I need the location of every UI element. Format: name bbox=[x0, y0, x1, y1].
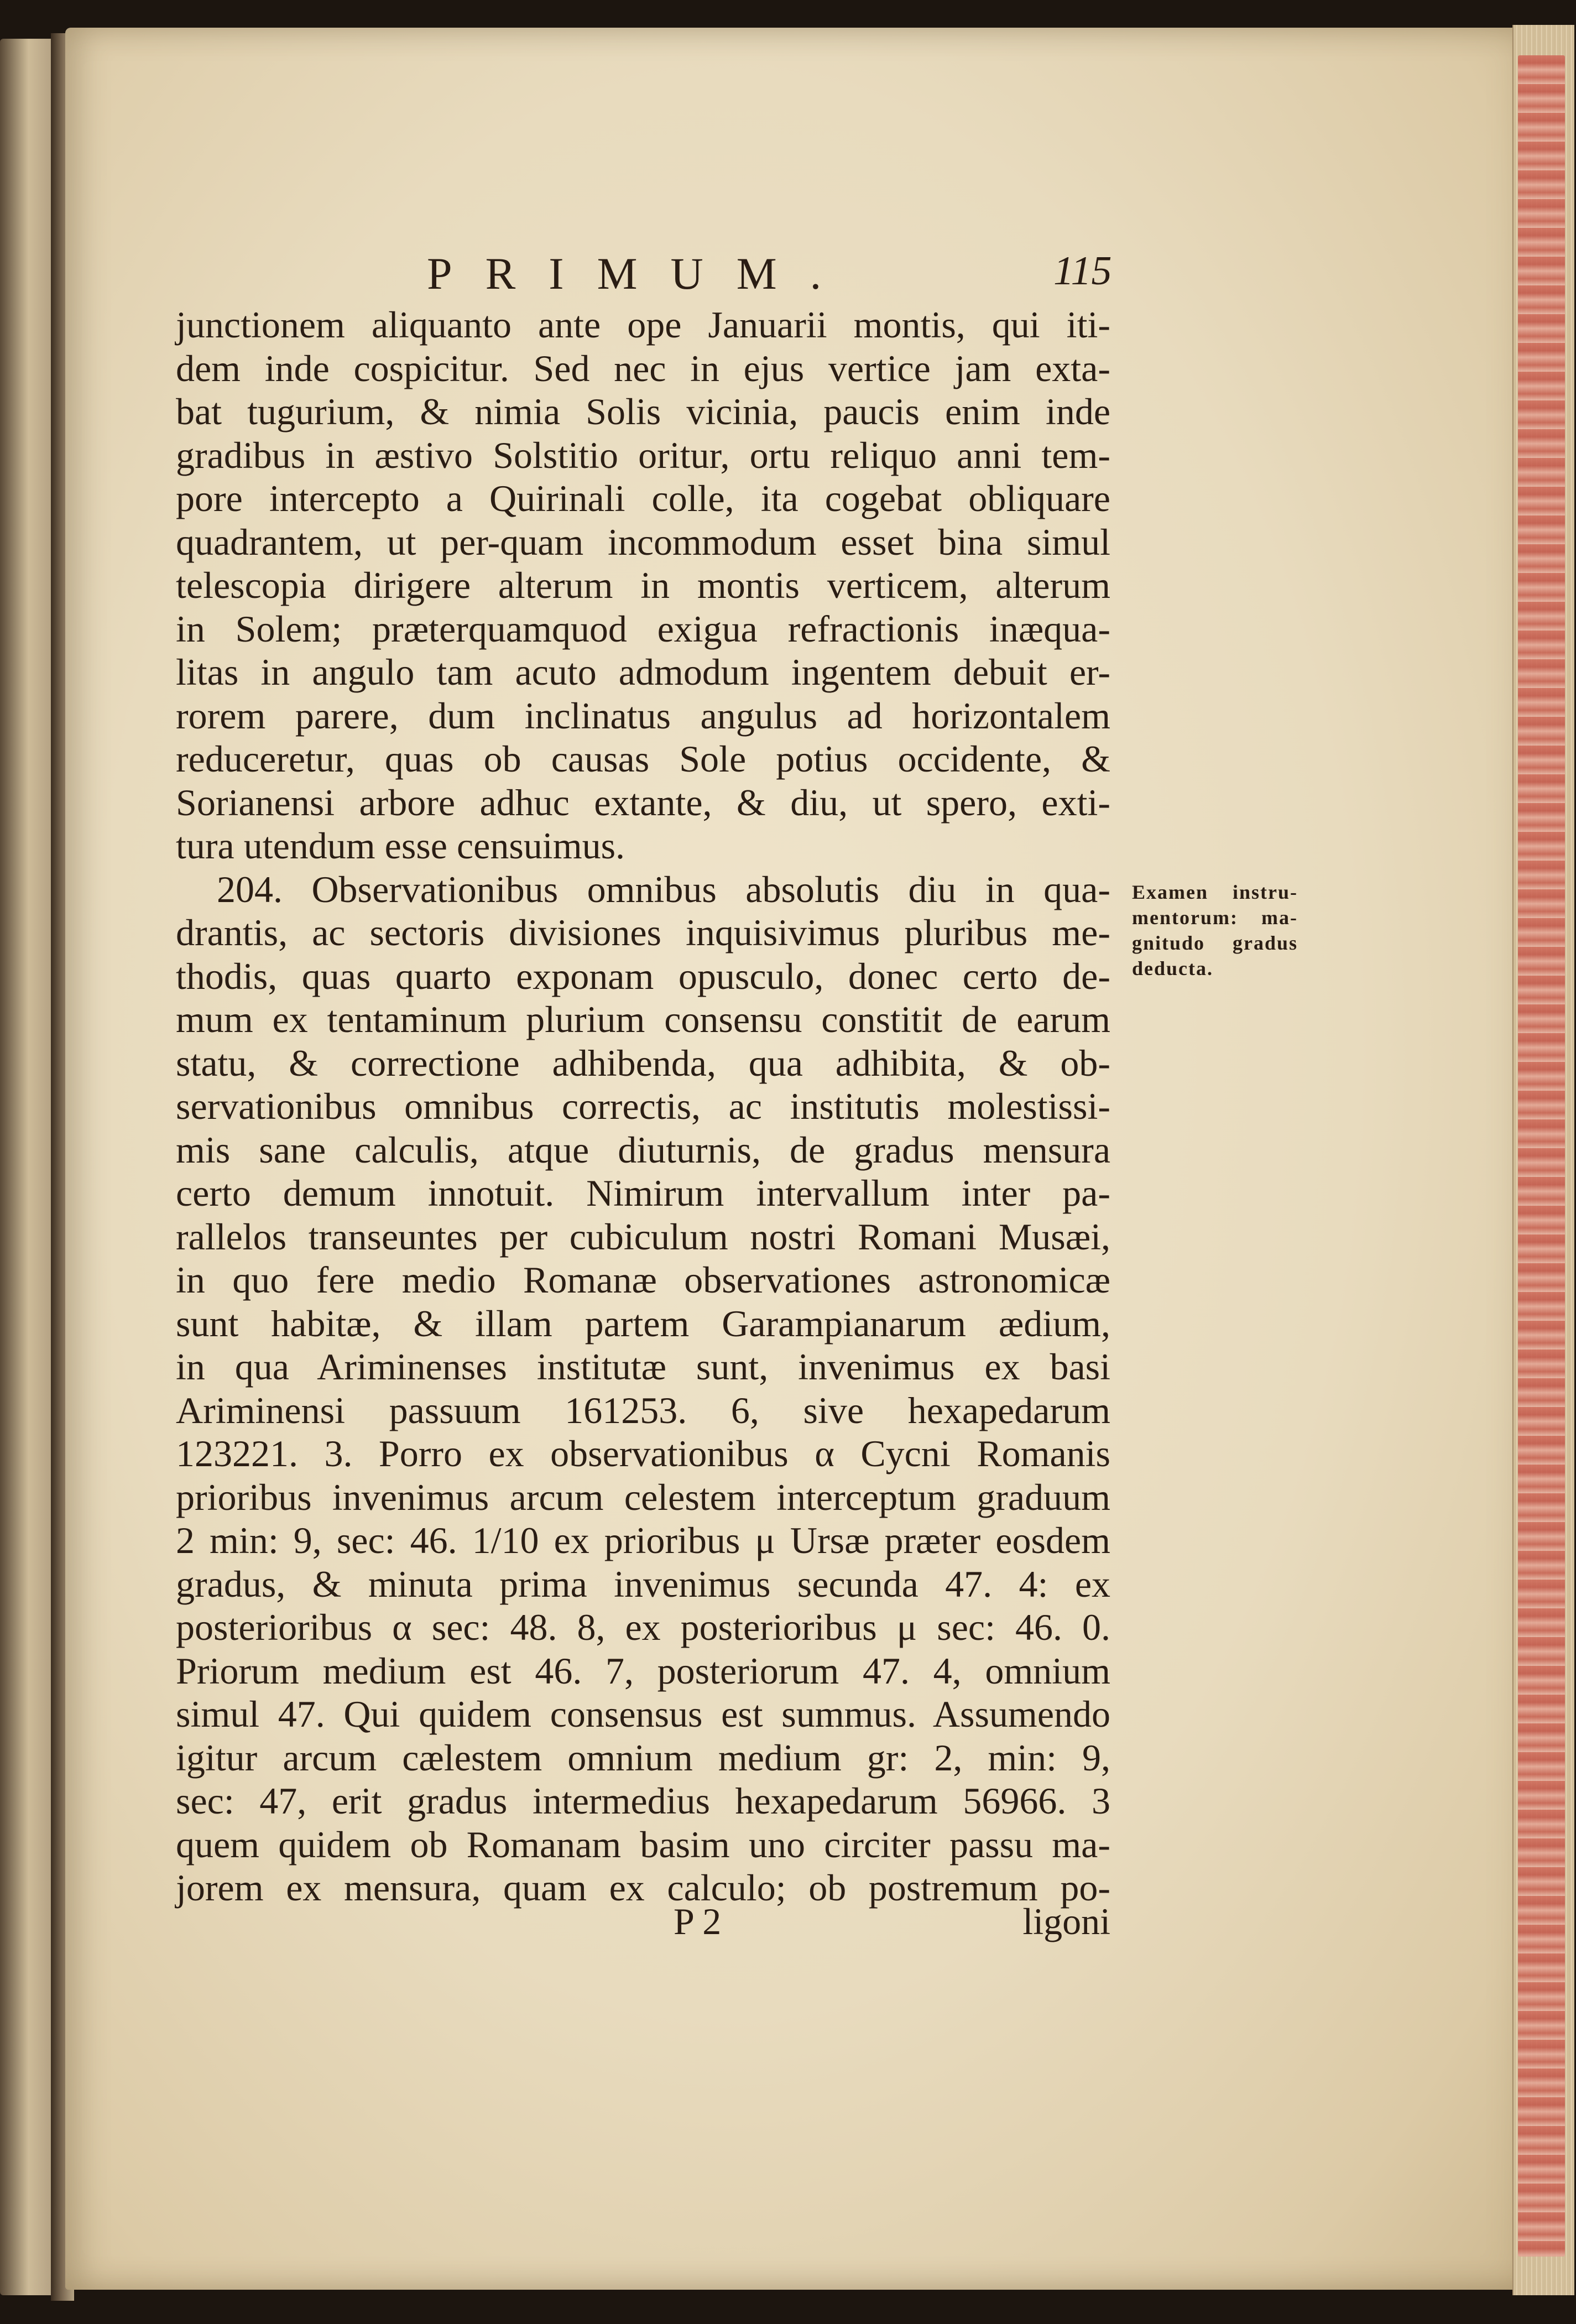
marginal-note-line: gnitudo gradus bbox=[1132, 932, 1298, 954]
text-line: reduceretur, quas ob causas Sole potius occidente, & bbox=[176, 738, 1110, 780]
text-line: pore intercepto a Quirinali colle, ita cogebat obliquare bbox=[176, 477, 1110, 519]
text-line: litas in angulo tam acuto admodum ingentem debuit er- bbox=[176, 651, 1110, 693]
text-line: jorem ex mensura, quam ex calculo; ob postremum po- bbox=[176, 1867, 1110, 1909]
text-line: simul 47. Qui quidem consensus est summus. Assumendo bbox=[176, 1693, 1110, 1735]
text-line: Priorum medium est 46. 7, posteriorum 47. 4, omnium bbox=[176, 1649, 1110, 1692]
text-line: rorem parere, dum inclinatus angulus ad horizontalem bbox=[176, 694, 1110, 737]
marginal-note-line: Examen instru- bbox=[1132, 881, 1298, 903]
text-line: in Solem; præterquamquod exigua refractionis inæqua- bbox=[176, 607, 1110, 650]
text-line: dem inde cospicitur. Sed nec in ejus vertice jam exta- bbox=[176, 347, 1110, 389]
text-line: gradibus in æstivo Solstitio oritur, ortu reliquo anni tem- bbox=[176, 434, 1110, 476]
red-sprinkled-edge bbox=[1518, 55, 1565, 2257]
text-line: prioribus invenimus arcum celestem interceptum graduum bbox=[176, 1476, 1110, 1518]
signature-mark: P 2 bbox=[674, 1900, 722, 1942]
page-number: 115 bbox=[1053, 248, 1112, 294]
running-head: PRIMUM. bbox=[427, 248, 855, 299]
text-line: drantis, ac sectoris divisiones inquisivimus pluribus me- bbox=[176, 911, 1110, 953]
text-line: posterioribus α sec: 48. 8, ex posterioribus μ sec: 46. 0. bbox=[176, 1606, 1110, 1648]
text-line: mum ex tentaminum plurium consensu constitit de earum bbox=[176, 998, 1110, 1040]
text-line: igitur arcum cælestem omnium medium gr: 2, min: 9, bbox=[176, 1736, 1110, 1779]
catchword: ligoni bbox=[1022, 1900, 1110, 1942]
text-line: rallelos transeuntes per cubiculum nostri Romani Musæi, bbox=[176, 1215, 1110, 1258]
text-line: thodis, quas quarto exponam opusculo, donec certo de- bbox=[176, 955, 1110, 997]
text-line: in qua Ariminenses institutæ sunt, invenimus ex basi bbox=[176, 1346, 1110, 1388]
page-header bbox=[173, 248, 1113, 303]
marginal-note-line: mentorum: ma- bbox=[1132, 906, 1298, 929]
text-line: statu, & correctione adhibenda, qua adhibita, & ob- bbox=[176, 1041, 1110, 1084]
paragraph-start-line: 204. Observationibus omnibus absolutis diu in qua- bbox=[217, 868, 1110, 910]
text-line: servationibus omnibus correctis, ac institutis molestissi- bbox=[176, 1085, 1110, 1127]
text-line: mis sane calculis, atque diuturnis, de gradus mensura bbox=[176, 1128, 1110, 1171]
text-line: bat tugurium, & nimia Solis vicinia, paucis enim inde bbox=[176, 390, 1110, 433]
text-line: 2 min: 9, sec: 46. 1/10 ex prioribus μ Ursæ præter eosdem bbox=[176, 1519, 1110, 1561]
text-line: tura utendum esse censuimus. bbox=[176, 825, 625, 867]
text-line: gradus, & minuta prima invenimus secunda 47. 4: ex bbox=[176, 1562, 1110, 1605]
text-line: quem quidem ob Romanam basim uno circiter passu ma- bbox=[176, 1823, 1110, 1866]
text-line: certo demum innotuit. Nimirum intervallum inter pa- bbox=[176, 1172, 1110, 1214]
marginal-note bbox=[1132, 879, 1298, 981]
marginal-note-line: deducta. bbox=[1132, 957, 1214, 979]
text-line: Sorianensi arbore adhuc extante, & diu, ut spero, exti- bbox=[176, 781, 1110, 824]
text-line: in quo fere medio Romanæ observationes astronomicæ bbox=[176, 1259, 1110, 1301]
text-line: 123221. 3. Porro ex observationibus α Cycni Romanis bbox=[176, 1432, 1110, 1474]
main-text bbox=[176, 303, 1110, 1910]
page-footer bbox=[176, 1900, 1110, 1944]
text-line: sunt habitæ, & illam partem Garampianarum ædium, bbox=[176, 1302, 1110, 1345]
text-line: quadrantem, ut per-quam incommodum esset bina simul bbox=[176, 520, 1110, 563]
text-line: sec: 47, erit gradus intermedius hexapedarum 56966. 3 bbox=[176, 1780, 1110, 1822]
text-line: Ariminensi passuum 161253. 6, sive hexapedarum bbox=[176, 1389, 1110, 1431]
text-line: telescopia dirigere alterum in montis verticem, alterum bbox=[176, 564, 1110, 606]
text-line: junctionem aliquanto ante ope Januarii montis, qui iti- bbox=[176, 304, 1110, 346]
